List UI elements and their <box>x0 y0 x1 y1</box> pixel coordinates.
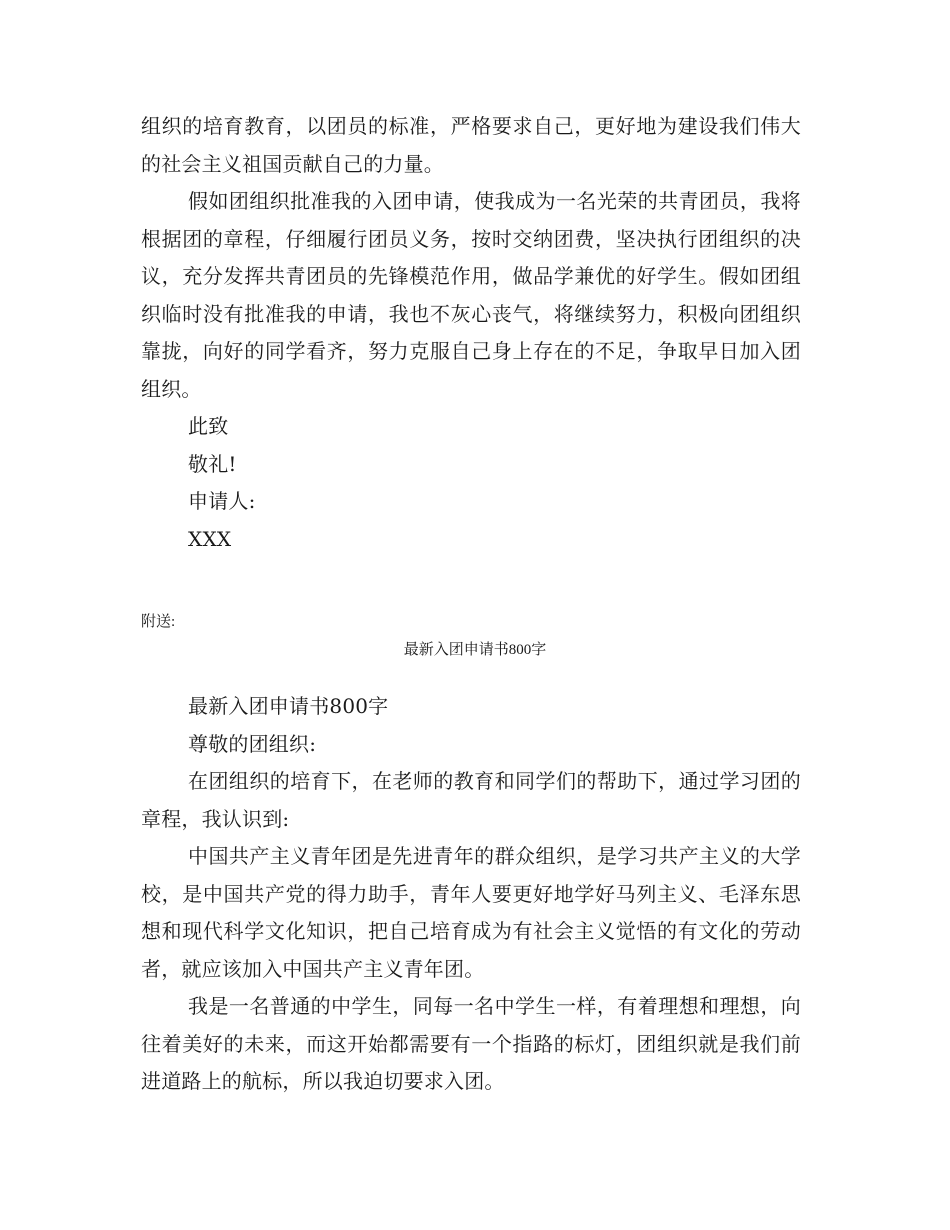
letter-paragraph: 假如团组织批准我的入团申请，使我成为一名光荣的共青团员，我将根据团的章程，仔细履行团员义务，按时交纳团费，坚决执行团组织的决议，充分发挥共青团员的先锋模范作用，做品学兼优的好学生。假如团组织临时没有批准我的申请，我也不灰心丧气，将继续努力，积极向团组织靠拢，向好的同学看齐，努力克服自己身上存在的不足，争取早日加入团组织。 <box>141 189 801 401</box>
letter-paragraph: 我是一名普通的中学生，同每一名中学生一样，有着理想和理想，向往着美好的未来，而这开始都需要有一个指路的标灯，团组织就是我们前进道路上的航标，所以我迫切要求入团。 <box>141 994 801 1093</box>
letter-paragraph: 中国共产主义青年团是先进青年的群众组织，是学习共产主义的大学校，是中国共产党的得力助手，青年人要更好地学好马列主义、毛泽东思想和现代科学文化知识，把自己培育成为有社会主义觉悟的有文化的劳动者，就应该加入中国共产主义青年团。 <box>141 844 801 981</box>
attachment-label: 附送: <box>141 614 176 630</box>
second-letter-heading: 最新入团申请书800字 <box>188 694 389 718</box>
letter-paragraph: 组织的培育教育，以团员的标准，严格要求自己，更好地为建设我们伟大的社会主义祖国贡献自己的力量。 <box>141 114 801 176</box>
regards-text: 敬礼! <box>188 451 237 476</box>
second-letter-section <box>141 688 801 1101</box>
letter-paragraph: 在团组织的培育下，在老师的教育和同学们的帮助下，通过学习团的章程，我认识到: <box>141 769 801 831</box>
greeting-text: 尊敬的团组织: <box>188 731 317 756</box>
salutation-text: 此致 <box>188 414 229 438</box>
applicant-name: XXX <box>188 526 232 551</box>
letter-end-section <box>141 108 801 558</box>
applicant-label: 申请人: <box>188 489 256 513</box>
attachment-title: 最新入团申请书800字 <box>403 642 547 658</box>
